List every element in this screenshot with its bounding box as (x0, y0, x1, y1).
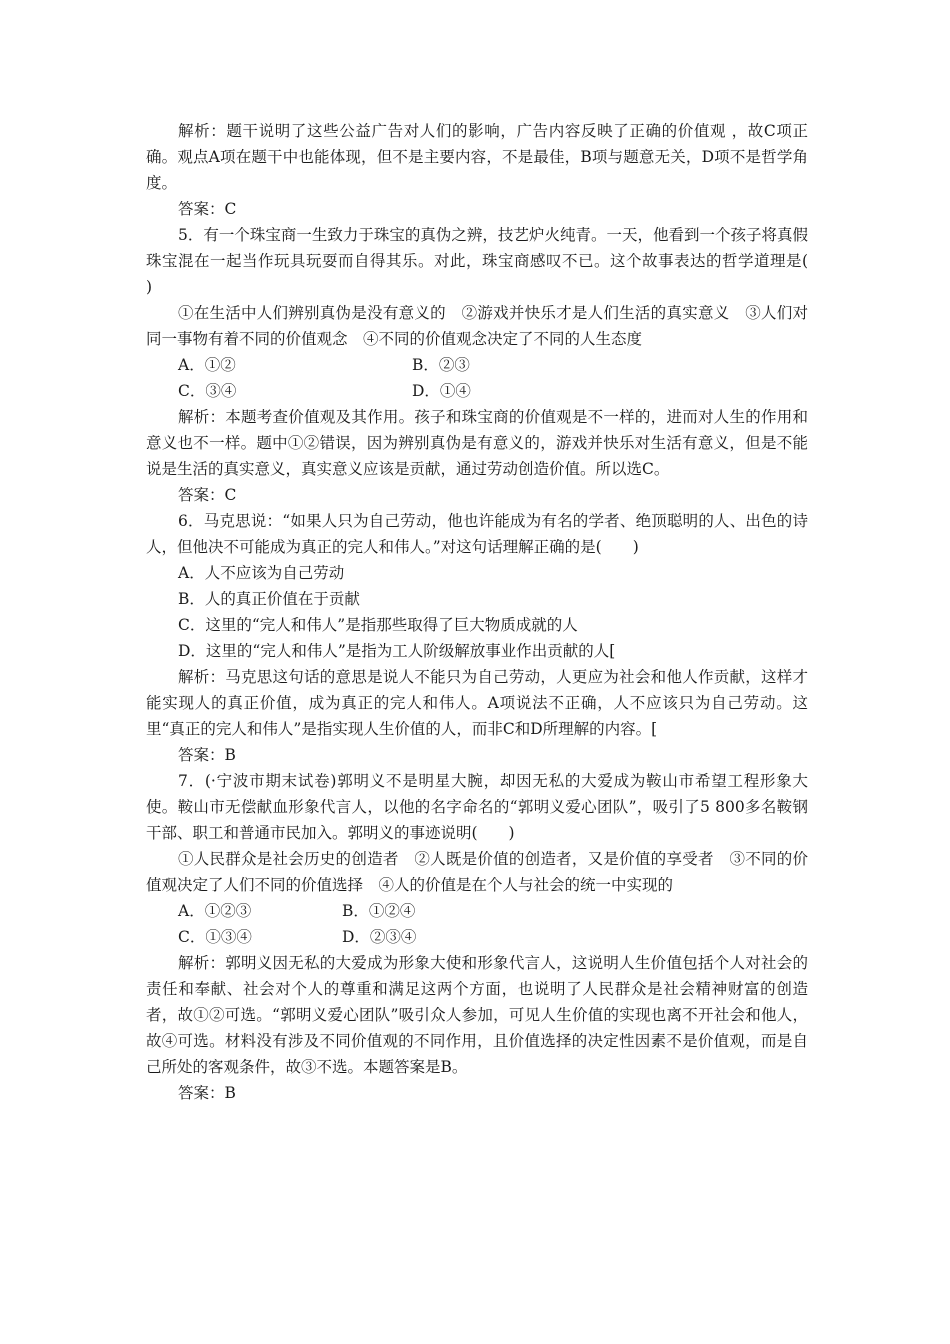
q5-option-c: C．③④ (178, 382, 237, 400)
q5-stem: 5．有一个珠宝商一生致力于珠宝的真伪之辨，技艺炉火纯青。一天，他看到一个孩子将真假珠宝混在一起当作玩具玩耍而自得其乐。对此，珠宝商感叹不已。这个故事表达的哲学道理是( ) (146, 226, 840, 296)
q5-statements: ①在生活中人们辨别真伪是没有意义的 ②游戏并快乐才是人们生活的真实意义 ③人们对同一事物有着不同的价值观念 ④不同的价值观念决定了不同的人生态度 (146, 304, 808, 348)
q6-option-a: A．人不应该为自己劳动 (178, 564, 345, 582)
q7-options-row-2 (178, 924, 808, 950)
q6-stem: 6．马克思说：“如果人只为自己劳动，他也许能成为有名的学者、绝顶聪明的人、出色的诗人，但他决不可能成为真正的完人和伟人。”对这句话理解正确的是( ) (146, 512, 808, 556)
document-body (146, 118, 840, 1106)
q6-option-b: B．人的真正价值在于贡献 (178, 590, 360, 608)
q7-statements: ①人民群众是社会历史的创造者 ②人既是价值的创造者，又是价值的享受者 ③不同的价值观决定了人们不同的价值选择 ④人的价值是在个人与社会的统一中实现的 (146, 850, 808, 894)
q7-explanation: 解析：郭明义因无私的大爱成为形象大使和形象代言人，这说明人生价值包括个人对社会的责任和奉献、社会对个人的尊重和满足这两个方面，也说明了人民群众是社会精神财富的创造者，故①②可选。“郭明义爱心团队”吸引众人参加，可见人生价值的实现也离不开社会和他人，故④可选。材料没有涉及不同价值观的不同作用，且价值选择的决定性因素不是价值观，而是自己所处的客观条件，故③不选。本题答案是B。 (146, 954, 808, 1076)
q5-options-row-2 (178, 378, 808, 404)
q7-option-a: A．①②③ (178, 902, 252, 920)
q7-option-c: C．①③④ (178, 928, 252, 946)
q6-answer: 答案：B (178, 746, 236, 764)
q6-option-c: C．这里的“完人和伟人”是指那些取得了巨大物质成就的人 (178, 616, 578, 634)
q6-explanation: 解析：马克思这句话的意思是说人不能只为自己劳动，人更应为社会和他人作贡献，这样才能实现人的真正价值，成为真正的完人和伟人。A项说法不正确，人不应该只为自己劳动。这里“真正的完人和伟人”是指实现人生价值的人，而非C和D所理解的内容。[ (146, 668, 808, 738)
q5-options-row-1 (178, 352, 808, 378)
q6-option-d: D．这里的“完人和伟人”是指为工人阶级解放事业作出贡献的人[ (178, 642, 616, 660)
q5-option-a: A．①② (178, 356, 236, 374)
q7-option-b: B．①②④ (342, 902, 416, 920)
q7-option-d: D．②③④ (342, 928, 417, 946)
q4-explanation: 解析：题干说明了这些公益广告对人们的影响，广告内容反映了正确的价值观 ，故C项正确。观点A项在题干中也能体现，但不是主要内容，不是最佳，B项与题意无关，D项不是哲学角度。 (146, 122, 808, 192)
q5-option-d: D．①④ (412, 382, 471, 400)
q5-option-b: B．②③ (412, 356, 470, 374)
q7-answer: 答案：B (178, 1084, 236, 1102)
q7-stem: 7．(·宁波市期末试卷)郭明义不是明星大腕，却因无私的大爱成为鞍山市希望工程形象大使。鞍山市无偿献血形象代言人，以他的名字命名的“郭明义爱心团队”，吸引了5 800多名鞍钢干部、职工和普通市民加入。郭明义的事迹说明( ) (146, 772, 808, 842)
q5-explanation: 解析：本题考查价值观及其作用。孩子和珠宝商的价值观是不一样的，进而对人生的作用和意义也不一样。题中①②错误，因为辨别真伪是有意义的，游戏并快乐对生活有意义，但是不能说是生活的真实意义，真实意义应该是贡献，通过劳动创造价值。所以选C。 (146, 408, 808, 478)
q7-options-row-1 (178, 898, 808, 924)
q4-answer: 答案：C (178, 200, 237, 218)
q5-answer: 答案：C (178, 486, 237, 504)
